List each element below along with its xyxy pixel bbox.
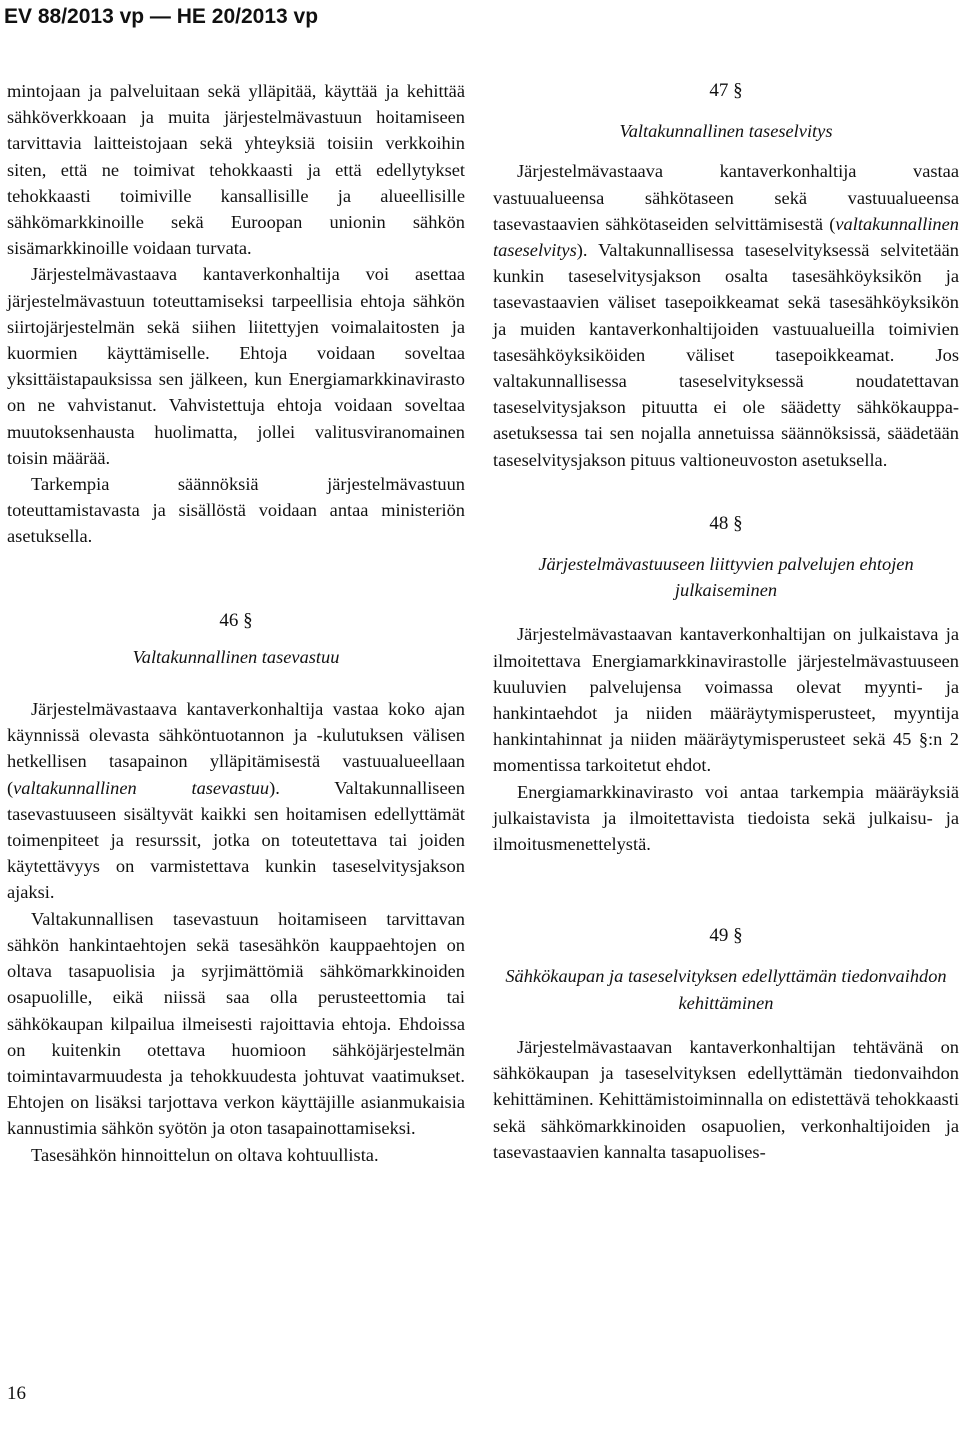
left-column [7, 78, 465, 1168]
paragraph: Järjestelmävastaava kantaverkonhaltija vastaa vastuualueensa sähkötaseen sekä vastuualueensa tasevastaavien sähkötaseiden selvittämisestä (valtakunnallinen taseselvitys). Valtakunnallisessa taseselvityksessä selvitetään kunkin taseselvitysjakson osalta tasesähköyksikön ja tasevastaavien väliset tasepoikkeamat sekä tasesähköyksikön ja muiden kantaverkonhaltijoiden vastuualueilla toimivien tasesähköyksiköiden väliset tasepoikkeamat. Jos valtakunnallisessa taseselvityksessä noudatettavan taseselvitysjakson pituutta ei ole säädetty sähkökauppa-asetuksessa tai sen nojalla annetuissa säännöksissä, säädetään taseselvitysjakson pituus valtioneuvoston asetuksella. [493, 161, 959, 470]
section-number-48: 48 § [709, 512, 743, 534]
section-number-49: 49 § [709, 925, 743, 947]
section-title-47: Valtakunnallinen taseselvitys [619, 121, 833, 142]
section-title-46: Valtakunnallinen tasevastuu [132, 646, 340, 667]
defined-term: valtakunnallinen tasevastuu [13, 777, 270, 798]
paragraph: Valtakunnallisen tasevastuun hoitamiseen tarvittavan sähkön hankintaehtojen sekä tasesähkön kauppaehtojen on oltava tasapuolisia ja syrjimättömiä sähkömarkkinoiden osapuolille, eikä niissä saa olla perusteettomia tai sähkökaupan kilpailua ilmeisesti rajoittavia ehtoja. Ehdoissa on kuitenkin otettava huomioon sähköjärjestelmän toimintavarmuudesta ja tehokkuudesta johtuvat vaatimukset. Ehtojen on lisäksi tarjottava verkon käyttäjille asianmukaisia kannustimia sähkön syötön ja oton tasapainottamiseksi. [7, 908, 465, 1139]
section-number-46: 46 § [219, 609, 253, 631]
section-title-48: Järjestelmävastuuseen liittyvien palvelujen ehtojen julkaiseminen [538, 554, 914, 601]
page-number: 16 [7, 1383, 26, 1404]
paragraph: Järjestelmävastaava kantaverkonhaltija vastaa koko ajan käynnissä olevasta sähköntuotannon ja -kulutuksen välisen hetkellisen tasapainon ylläpitämisestä vastuualueellaan (valtakunnallinen tasevastuu). Valtakunnalliseen tasevastuuseen sisältyvät kaikki sen hoitamisen edellyttämät toimenpiteet ja resurssit, jotka on toteutettava tai joiden käytettävyys on varmistettava kunkin taseselvitysjakson ajaksi. [7, 699, 465, 903]
paragraph: Tarkempia säännöksiä järjestelmävastuun toteuttamistavasta ja sisällöstä voidaan antaa ministeriön asetuksella. [7, 474, 465, 547]
paragraph: Energiamarkkinavirasto voi antaa tarkempia määräyksiä julkaistavista ja ilmoitettavista tiedoista sekä julkaisu- ja ilmoitusmenettelystä. [493, 781, 959, 855]
section-title-49: Sähkökaupan ja taseselvityksen edellyttämän tiedonvaihdon kehittäminen [505, 966, 947, 1013]
right-column [493, 78, 959, 1165]
paragraph: Järjestelmävastaavan kantaverkonhaltijan tehtävänä on sähkökaupan ja taseselvityksen edellyttämän tiedonvaihdon kehittäminen. Kehittämistoiminnalla on edistettävä tehokkaasti sekä sähkömarkkinoiden osapuolien, verkonhaltijoiden ja tasevastaavien kannalta tasapuolises- [493, 1036, 959, 1162]
paragraph: Tasesähkön hinnoittelun on oltava kohtuullista. [31, 1144, 379, 1165]
defined-term: valtakunnallinen taseselvitys [493, 213, 959, 261]
section-number-47: 47 § [709, 80, 743, 101]
paragraph: Järjestelmävastaava kantaverkonhaltija voi asettaa järjestelmävastuun toteuttamiseksi tarpeellisia ehtoja sähkön siirtojärjestelmän sekä siihen liitettyjen voimalaitosten ja kuormien käyttämiselle. Ehtoja voidaan soveltaa yksittäistapauksissa sen jälkeen, kun Energiamarkkinavirasto on ne vahvistanut. Vahvistettuja ehtoja voidaan soveltaa muutoksenhausta huolimatta, jollei valitusviranomainen toisin määrää. [7, 264, 465, 468]
paragraph: Järjestelmävastaavan kantaverkonhaltijan on julkaistava ja ilmoitettava Energiamarkkinavirastolle järjestelmävastuuseen kuuluvien palvelujensa voimassa olevat myynti- ja hankintaehdot ja niiden määräytymisperusteet, myyntija hankintahinnat ja niiden määräytymisperusteet sekä 45 §:n 2 momentissa tarkoitetut ehdot. [493, 624, 959, 776]
paragraph: mintojaan ja palveluitaan sekä ylläpitää, käyttää ja kehittää sähköverkkoaan ja muita järjestelmävastuun hoitamiseen tarvittavia laitteistojaan sekä yhteyksiä toisiin verkkoihin siten, että ne toimivat tehokkaasti ja että edellytykset tehokkaasti toimiville kansallisille ja alueellisille sähkömarkkinoille sekä Euroopan unionin sähkön sisämarkkinoille voidaan turvata. [7, 81, 465, 259]
running-header: EV 88/2013 vp — HE 20/2013 vp [4, 5, 319, 28]
